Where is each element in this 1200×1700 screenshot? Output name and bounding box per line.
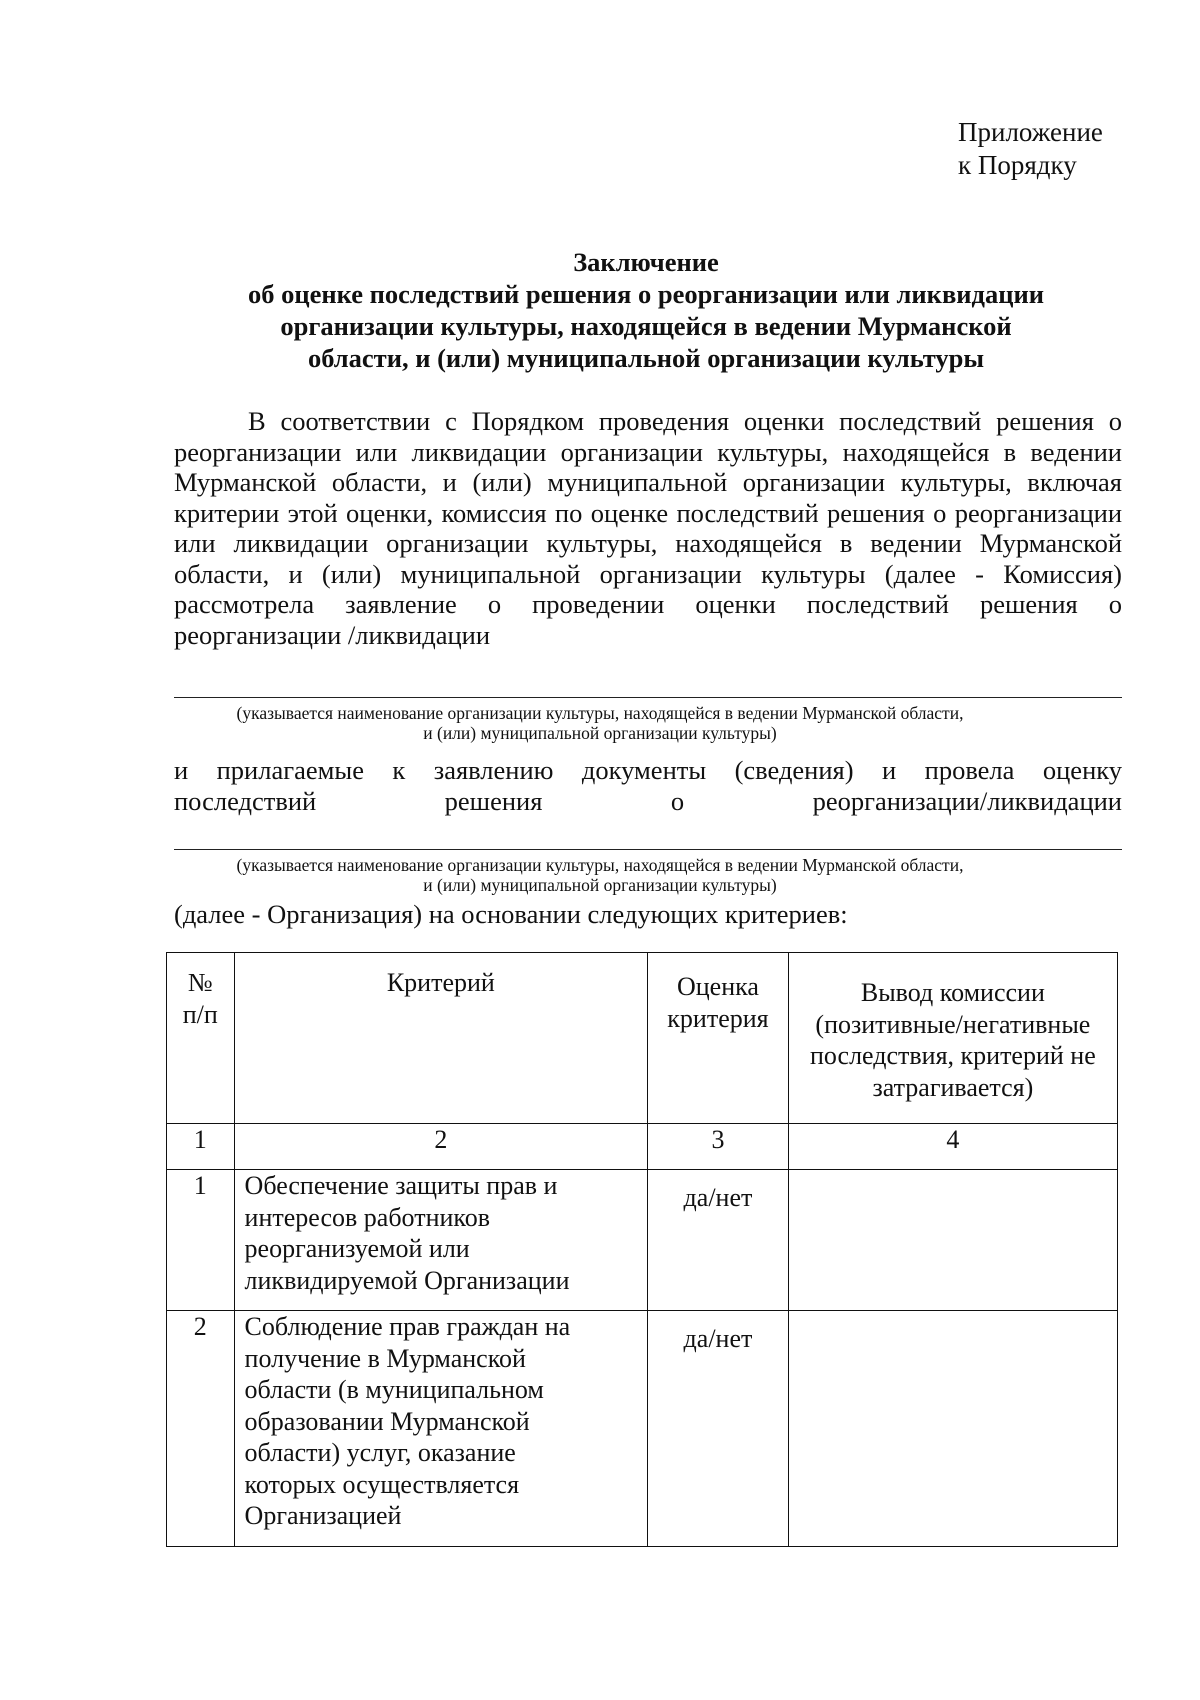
header-conclusion-line-1: Вывод комиссии (860, 978, 1045, 1007)
criterion-line: реорганизуемой или (244, 1234, 470, 1263)
intro-paragraph: В соответствии с Порядком проведения оценки последствий решения о реорганизации или ликвидации организации культуры, находящейся в ведении Мурманской области, и (или) муниципальной организации культуры, включая критерии этой оценки, комиссия по оценке последствий решения о реорганизации или ликвидации организации культуры, находящейся в ведении Мурманской области, и (или) муниципальной организации культуры (далее - Комиссия) рассмотрела заявление о проведении оценки последствий решения о реорганизации /ликвидации (174, 406, 1122, 650)
table-header-row (167, 953, 1118, 1124)
criterion-line: интересов работников (244, 1202, 490, 1232)
column-number-cell: 2 (234, 1124, 648, 1170)
table-row (167, 1311, 1118, 1547)
criterion-line: которых осуществляется (244, 1469, 520, 1499)
fill-in-caption-1 (0, 703, 1200, 743)
header-num-line-1: № (187, 968, 213, 997)
header-criterion: Критерий (386, 968, 495, 997)
row-conclusion-cell[interactable] (788, 1311, 1117, 1547)
appendix-line-2: к Порядку (958, 150, 1077, 180)
header-conclusion-line-3: последствия, критерий не (809, 1041, 1096, 1070)
criterion-line: области (в муниципальном (244, 1375, 544, 1404)
header-num-line-2: п/п (182, 999, 218, 1029)
row-criterion-cell (234, 1311, 648, 1547)
criterion-line: области) услуг, оказание (244, 1438, 516, 1467)
criterion-line: получение в Мурманской (244, 1343, 526, 1373)
paragraph-2-line-2: последствий решения о реорганизации/ликвидации (174, 786, 1122, 816)
column-number-cell: 1 (167, 1124, 235, 1170)
fill-in-line-2 (174, 849, 1122, 850)
paragraph-2-line-1: и прилагаемые к заявлению документы (сведения) и провела оценку (174, 755, 1122, 785)
title-line-3: организации культуры, находящейся в ведении Мурманской (280, 311, 1012, 341)
title-line-2: об оценке последствий решения о реорганизации или ликвидации (247, 279, 1044, 309)
header-score-line-1: Оценка (676, 972, 759, 1001)
header-score-line-2: критерия (667, 1003, 769, 1033)
title-line-1: Заключение (573, 247, 719, 277)
caption-1-line-1: (указывается наименование организации культуры, находящейся в ведении Мурманской области, (236, 703, 964, 723)
column-number-cell: 4 (788, 1124, 1117, 1170)
header-conclusion-line-2: (позитивные/негативные (815, 1009, 1091, 1039)
column-number-cell: 3 (648, 1124, 789, 1170)
caption-2-line-1: (указывается наименование организации культуры, находящейся в ведении Мурманской области, (236, 855, 964, 875)
header-conclusion-cell (788, 953, 1117, 1124)
criterion-line: образовании Мурманской (244, 1406, 530, 1436)
criterion-line: ликвидируемой Организации (244, 1265, 570, 1295)
header-score-cell (648, 953, 789, 1124)
row-conclusion-cell[interactable] (788, 1170, 1117, 1311)
caption-1-line-2: и (или) муниципальной организации культуры) (423, 723, 777, 743)
header-conclusion-line-4: затрагивается) (872, 1072, 1034, 1102)
title-line-4: области, и (или) муниципальной организации культуры (307, 343, 985, 373)
row-num-cell: 2 (167, 1311, 235, 1547)
caption-2-line-2: и (или) муниципальной организации культуры) (423, 875, 777, 895)
appendix-line-1: Приложение (958, 117, 1103, 147)
row-score-cell: да/нет (648, 1311, 789, 1547)
row-num-cell: 1 (167, 1170, 235, 1311)
paragraph-3: (далее - Организация) на основании следующих критериев: (174, 899, 848, 929)
criteria-table (166, 952, 1118, 1547)
table-row (167, 1170, 1118, 1311)
document-title (160, 246, 1132, 374)
column-number-row (167, 1124, 1118, 1170)
row-criterion-cell (234, 1170, 648, 1311)
row-score-cell: да/нет (648, 1170, 789, 1311)
header-criterion-cell (234, 953, 648, 1124)
criterion-line: Организацией (244, 1501, 402, 1530)
criterion-line: Обеспечение защиты прав и (244, 1171, 558, 1200)
fill-in-line-1 (174, 697, 1122, 698)
appendix-note (958, 116, 1103, 182)
fill-in-caption-2 (0, 855, 1200, 895)
header-num-cell (167, 953, 235, 1124)
criterion-line: Соблюдение прав граждан на (244, 1312, 571, 1341)
